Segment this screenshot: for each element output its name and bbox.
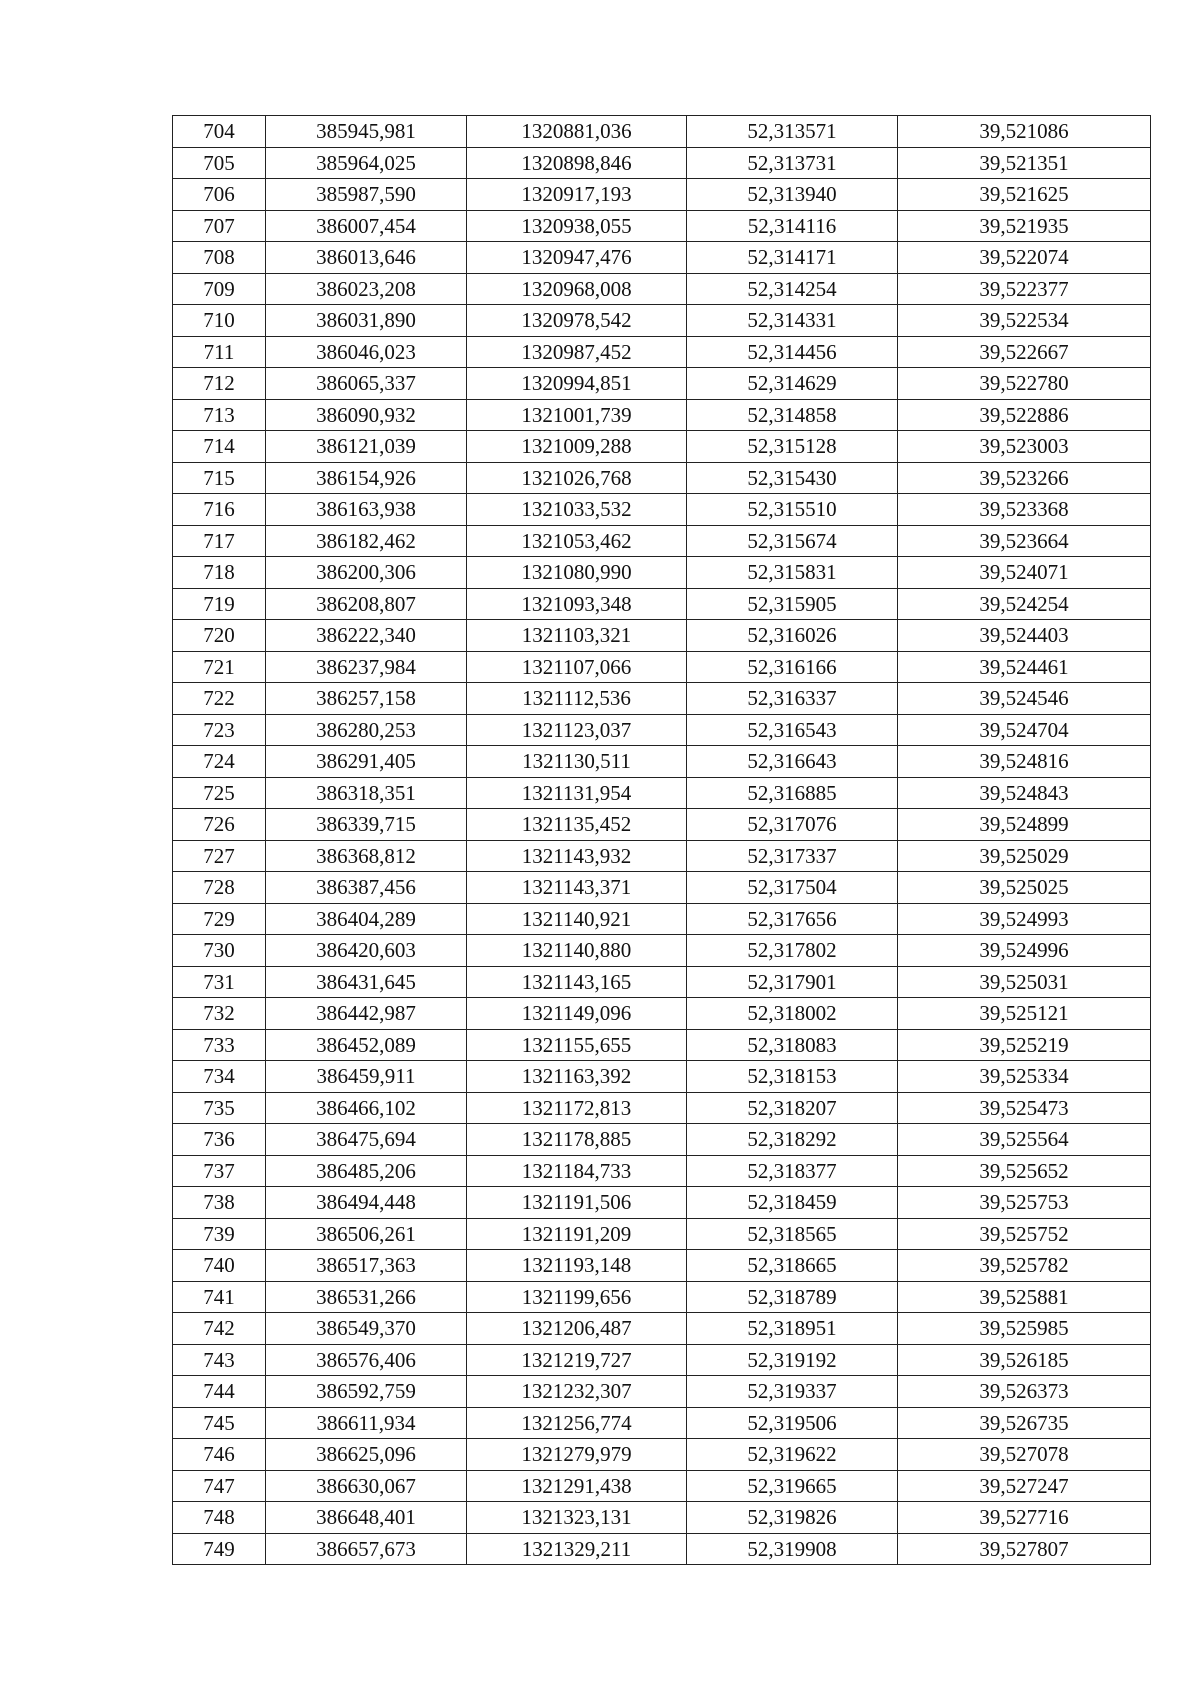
- point-number-cell: 720: [173, 620, 266, 652]
- point-number-cell: 715: [173, 462, 266, 494]
- point-number-cell: 728: [173, 872, 266, 904]
- table-row: [173, 1407, 1151, 1439]
- x-coordinate-cell: 386237,984: [266, 651, 467, 683]
- latitude-cell: 52,318083: [687, 1029, 898, 1061]
- longitude-cell: 39,525025: [898, 872, 1151, 904]
- x-coordinate-cell: 386576,406: [266, 1344, 467, 1376]
- point-number-cell: 733: [173, 1029, 266, 1061]
- point-number-cell: 739: [173, 1218, 266, 1250]
- x-coordinate-cell: 386200,306: [266, 557, 467, 589]
- point-number-cell: 727: [173, 840, 266, 872]
- y-coordinate-cell: 1320978,542: [467, 305, 687, 337]
- coordinates-table-body: [173, 116, 1151, 1565]
- longitude-cell: 39,527247: [898, 1470, 1151, 1502]
- y-coordinate-cell: 1321329,211: [467, 1533, 687, 1565]
- point-number-cell: 732: [173, 998, 266, 1030]
- x-coordinate-cell: 386121,039: [266, 431, 467, 463]
- table-row: [173, 840, 1151, 872]
- point-number-cell: 708: [173, 242, 266, 274]
- y-coordinate-cell: 1321155,655: [467, 1029, 687, 1061]
- table-row: [173, 557, 1151, 589]
- x-coordinate-cell: 386046,023: [266, 336, 467, 368]
- x-coordinate-cell: 386630,067: [266, 1470, 467, 1502]
- longitude-cell: 39,524993: [898, 903, 1151, 935]
- point-number-cell: 707: [173, 210, 266, 242]
- longitude-cell: 39,527807: [898, 1533, 1151, 1565]
- x-coordinate-cell: 386494,448: [266, 1187, 467, 1219]
- table-row: [173, 1218, 1151, 1250]
- longitude-cell: 39,522667: [898, 336, 1151, 368]
- table-row: [173, 588, 1151, 620]
- y-coordinate-cell: 1321191,506: [467, 1187, 687, 1219]
- point-number-cell: 711: [173, 336, 266, 368]
- y-coordinate-cell: 1321130,511: [467, 746, 687, 778]
- y-coordinate-cell: 1321131,954: [467, 777, 687, 809]
- longitude-cell: 39,523003: [898, 431, 1151, 463]
- y-coordinate-cell: 1321001,739: [467, 399, 687, 431]
- latitude-cell: 52,318459: [687, 1187, 898, 1219]
- latitude-cell: 52,313940: [687, 179, 898, 211]
- latitude-cell: 52,313571: [687, 116, 898, 148]
- x-coordinate-cell: 386023,208: [266, 273, 467, 305]
- y-coordinate-cell: 1321206,487: [467, 1313, 687, 1345]
- point-number-cell: 721: [173, 651, 266, 683]
- longitude-cell: 39,521351: [898, 147, 1151, 179]
- point-number-cell: 749: [173, 1533, 266, 1565]
- latitude-cell: 52,317802: [687, 935, 898, 967]
- latitude-cell: 52,315674: [687, 525, 898, 557]
- longitude-cell: 39,525031: [898, 966, 1151, 998]
- y-coordinate-cell: 1321232,307: [467, 1376, 687, 1408]
- table-row: [173, 872, 1151, 904]
- latitude-cell: 52,319826: [687, 1502, 898, 1534]
- y-coordinate-cell: 1321199,656: [467, 1281, 687, 1313]
- x-coordinate-cell: 386280,253: [266, 714, 467, 746]
- y-coordinate-cell: 1321103,321: [467, 620, 687, 652]
- longitude-cell: 39,525334: [898, 1061, 1151, 1093]
- table-row: [173, 399, 1151, 431]
- y-coordinate-cell: 1321107,066: [467, 651, 687, 683]
- table-row: [173, 1155, 1151, 1187]
- latitude-cell: 52,315905: [687, 588, 898, 620]
- y-coordinate-cell: 1321026,768: [467, 462, 687, 494]
- table-row: [173, 1061, 1151, 1093]
- x-coordinate-cell: 386475,694: [266, 1124, 467, 1156]
- x-coordinate-cell: 386592,759: [266, 1376, 467, 1408]
- point-number-cell: 737: [173, 1155, 266, 1187]
- latitude-cell: 52,316166: [687, 651, 898, 683]
- y-coordinate-cell: 1321178,885: [467, 1124, 687, 1156]
- table-row: [173, 1502, 1151, 1534]
- x-coordinate-cell: 386208,807: [266, 588, 467, 620]
- y-coordinate-cell: 1320881,036: [467, 116, 687, 148]
- x-coordinate-cell: 386466,102: [266, 1092, 467, 1124]
- x-coordinate-cell: 386404,289: [266, 903, 467, 935]
- x-coordinate-cell: 385945,981: [266, 116, 467, 148]
- longitude-cell: 39,521086: [898, 116, 1151, 148]
- y-coordinate-cell: 1321149,096: [467, 998, 687, 1030]
- longitude-cell: 39,524843: [898, 777, 1151, 809]
- longitude-cell: 39,524704: [898, 714, 1151, 746]
- x-coordinate-cell: 386459,911: [266, 1061, 467, 1093]
- latitude-cell: 52,318002: [687, 998, 898, 1030]
- coordinates-table: [172, 115, 1151, 1565]
- point-number-cell: 743: [173, 1344, 266, 1376]
- latitude-cell: 52,316885: [687, 777, 898, 809]
- point-number-cell: 726: [173, 809, 266, 841]
- y-coordinate-cell: 1321009,288: [467, 431, 687, 463]
- table-row: [173, 1344, 1151, 1376]
- table-row: [173, 1124, 1151, 1156]
- point-number-cell: 719: [173, 588, 266, 620]
- latitude-cell: 52,316643: [687, 746, 898, 778]
- longitude-cell: 39,523368: [898, 494, 1151, 526]
- latitude-cell: 52,318207: [687, 1092, 898, 1124]
- longitude-cell: 39,521935: [898, 210, 1151, 242]
- longitude-cell: 39,525881: [898, 1281, 1151, 1313]
- y-coordinate-cell: 1321123,037: [467, 714, 687, 746]
- point-number-cell: 738: [173, 1187, 266, 1219]
- x-coordinate-cell: 386531,266: [266, 1281, 467, 1313]
- x-coordinate-cell: 386318,351: [266, 777, 467, 809]
- longitude-cell: 39,525752: [898, 1218, 1151, 1250]
- y-coordinate-cell: 1320898,846: [467, 147, 687, 179]
- y-coordinate-cell: 1321140,921: [467, 903, 687, 935]
- longitude-cell: 39,525985: [898, 1313, 1151, 1345]
- table-row: [173, 1376, 1151, 1408]
- latitude-cell: 52,317901: [687, 966, 898, 998]
- y-coordinate-cell: 1321080,990: [467, 557, 687, 589]
- x-coordinate-cell: 386007,454: [266, 210, 467, 242]
- table-row: [173, 683, 1151, 715]
- point-number-cell: 713: [173, 399, 266, 431]
- latitude-cell: 52,314331: [687, 305, 898, 337]
- point-number-cell: 706: [173, 179, 266, 211]
- x-coordinate-cell: 386625,096: [266, 1439, 467, 1471]
- x-coordinate-cell: 386549,370: [266, 1313, 467, 1345]
- point-number-cell: 735: [173, 1092, 266, 1124]
- point-number-cell: 746: [173, 1439, 266, 1471]
- point-number-cell: 748: [173, 1502, 266, 1534]
- table-row: [173, 462, 1151, 494]
- latitude-cell: 52,316543: [687, 714, 898, 746]
- table-row: [173, 179, 1151, 211]
- point-number-cell: 723: [173, 714, 266, 746]
- table-row: [173, 210, 1151, 242]
- latitude-cell: 52,314171: [687, 242, 898, 274]
- table-row: [173, 620, 1151, 652]
- table-row: [173, 777, 1151, 809]
- x-coordinate-cell: 386517,363: [266, 1250, 467, 1282]
- longitude-cell: 39,525753: [898, 1187, 1151, 1219]
- table-row: [173, 494, 1151, 526]
- x-coordinate-cell: 386420,603: [266, 935, 467, 967]
- point-number-cell: 736: [173, 1124, 266, 1156]
- table-row: [173, 714, 1151, 746]
- table-row: [173, 1092, 1151, 1124]
- table-row: [173, 746, 1151, 778]
- y-coordinate-cell: 1320987,452: [467, 336, 687, 368]
- latitude-cell: 52,319192: [687, 1344, 898, 1376]
- table-row: [173, 242, 1151, 274]
- x-coordinate-cell: 386442,987: [266, 998, 467, 1030]
- point-number-cell: 704: [173, 116, 266, 148]
- y-coordinate-cell: 1321143,165: [467, 966, 687, 998]
- table-row: [173, 368, 1151, 400]
- table-row: [173, 336, 1151, 368]
- y-coordinate-cell: 1321112,536: [467, 683, 687, 715]
- table-row: [173, 966, 1151, 998]
- x-coordinate-cell: 386657,673: [266, 1533, 467, 1565]
- y-coordinate-cell: 1321193,148: [467, 1250, 687, 1282]
- latitude-cell: 52,315831: [687, 557, 898, 589]
- longitude-cell: 39,527078: [898, 1439, 1151, 1471]
- x-coordinate-cell: 386368,812: [266, 840, 467, 872]
- latitude-cell: 52,318565: [687, 1218, 898, 1250]
- point-number-cell: 731: [173, 966, 266, 998]
- y-coordinate-cell: 1320938,055: [467, 210, 687, 242]
- y-coordinate-cell: 1321053,462: [467, 525, 687, 557]
- y-coordinate-cell: 1321291,438: [467, 1470, 687, 1502]
- latitude-cell: 52,317504: [687, 872, 898, 904]
- longitude-cell: 39,526373: [898, 1376, 1151, 1408]
- latitude-cell: 52,315510: [687, 494, 898, 526]
- x-coordinate-cell: 386387,456: [266, 872, 467, 904]
- y-coordinate-cell: 1321184,733: [467, 1155, 687, 1187]
- x-coordinate-cell: 386648,401: [266, 1502, 467, 1534]
- latitude-cell: 52,317656: [687, 903, 898, 935]
- longitude-cell: 39,525564: [898, 1124, 1151, 1156]
- latitude-cell: 52,318377: [687, 1155, 898, 1187]
- latitude-cell: 52,316337: [687, 683, 898, 715]
- y-coordinate-cell: 1321033,532: [467, 494, 687, 526]
- point-number-cell: 714: [173, 431, 266, 463]
- point-number-cell: 744: [173, 1376, 266, 1408]
- y-coordinate-cell: 1321135,452: [467, 809, 687, 841]
- y-coordinate-cell: 1321093,348: [467, 588, 687, 620]
- point-number-cell: 740: [173, 1250, 266, 1282]
- x-coordinate-cell: 386506,261: [266, 1218, 467, 1250]
- table-row: [173, 1281, 1151, 1313]
- longitude-cell: 39,524816: [898, 746, 1151, 778]
- table-row: [173, 1250, 1151, 1282]
- point-number-cell: 741: [173, 1281, 266, 1313]
- table-row: [173, 1187, 1151, 1219]
- table-row: [173, 525, 1151, 557]
- latitude-cell: 52,318665: [687, 1250, 898, 1282]
- x-coordinate-cell: 386339,715: [266, 809, 467, 841]
- longitude-cell: 39,527716: [898, 1502, 1151, 1534]
- longitude-cell: 39,524996: [898, 935, 1151, 967]
- table-row: [173, 1533, 1151, 1565]
- point-number-cell: 712: [173, 368, 266, 400]
- y-coordinate-cell: 1320917,193: [467, 179, 687, 211]
- latitude-cell: 52,318292: [687, 1124, 898, 1156]
- table-row: [173, 305, 1151, 337]
- x-coordinate-cell: 386031,890: [266, 305, 467, 337]
- y-coordinate-cell: 1321279,979: [467, 1439, 687, 1471]
- longitude-cell: 39,523664: [898, 525, 1151, 557]
- x-coordinate-cell: 386065,337: [266, 368, 467, 400]
- latitude-cell: 52,314456: [687, 336, 898, 368]
- x-coordinate-cell: 386163,938: [266, 494, 467, 526]
- latitude-cell: 52,317337: [687, 840, 898, 872]
- point-number-cell: 747: [173, 1470, 266, 1502]
- table-row: [173, 903, 1151, 935]
- longitude-cell: 39,524254: [898, 588, 1151, 620]
- x-coordinate-cell: 386485,206: [266, 1155, 467, 1187]
- latitude-cell: 52,319506: [687, 1407, 898, 1439]
- x-coordinate-cell: 386222,340: [266, 620, 467, 652]
- y-coordinate-cell: 1321140,880: [467, 935, 687, 967]
- table-row: [173, 809, 1151, 841]
- table-row: [173, 1439, 1151, 1471]
- longitude-cell: 39,525219: [898, 1029, 1151, 1061]
- y-coordinate-cell: 1320968,008: [467, 273, 687, 305]
- latitude-cell: 52,319665: [687, 1470, 898, 1502]
- table-row: [173, 998, 1151, 1030]
- latitude-cell: 52,316026: [687, 620, 898, 652]
- x-coordinate-cell: 386257,158: [266, 683, 467, 715]
- y-coordinate-cell: 1321163,392: [467, 1061, 687, 1093]
- point-number-cell: 722: [173, 683, 266, 715]
- table-row: [173, 431, 1151, 463]
- y-coordinate-cell: 1321323,131: [467, 1502, 687, 1534]
- table-row: [173, 1470, 1151, 1502]
- latitude-cell: 52,314858: [687, 399, 898, 431]
- longitude-cell: 39,524403: [898, 620, 1151, 652]
- longitude-cell: 39,521625: [898, 179, 1151, 211]
- y-coordinate-cell: 1321143,371: [467, 872, 687, 904]
- latitude-cell: 52,317076: [687, 809, 898, 841]
- point-number-cell: 717: [173, 525, 266, 557]
- point-number-cell: 742: [173, 1313, 266, 1345]
- longitude-cell: 39,526185: [898, 1344, 1151, 1376]
- latitude-cell: 52,318789: [687, 1281, 898, 1313]
- point-number-cell: 724: [173, 746, 266, 778]
- point-number-cell: 716: [173, 494, 266, 526]
- x-coordinate-cell: 386291,405: [266, 746, 467, 778]
- latitude-cell: 52,314254: [687, 273, 898, 305]
- table-row: [173, 651, 1151, 683]
- y-coordinate-cell: 1321256,774: [467, 1407, 687, 1439]
- x-coordinate-cell: 386182,462: [266, 525, 467, 557]
- longitude-cell: 39,523266: [898, 462, 1151, 494]
- y-coordinate-cell: 1321219,727: [467, 1344, 687, 1376]
- y-coordinate-cell: 1321191,209: [467, 1218, 687, 1250]
- y-coordinate-cell: 1320994,851: [467, 368, 687, 400]
- point-number-cell: 709: [173, 273, 266, 305]
- latitude-cell: 52,315430: [687, 462, 898, 494]
- longitude-cell: 39,525652: [898, 1155, 1151, 1187]
- table-row: [173, 1313, 1151, 1345]
- x-coordinate-cell: 386154,926: [266, 462, 467, 494]
- point-number-cell: 705: [173, 147, 266, 179]
- table-row: [173, 935, 1151, 967]
- latitude-cell: 52,314116: [687, 210, 898, 242]
- latitude-cell: 52,313731: [687, 147, 898, 179]
- table-row: [173, 273, 1151, 305]
- point-number-cell: 729: [173, 903, 266, 935]
- longitude-cell: 39,522780: [898, 368, 1151, 400]
- table-row: [173, 116, 1151, 148]
- point-number-cell: 734: [173, 1061, 266, 1093]
- latitude-cell: 52,319908: [687, 1533, 898, 1565]
- y-coordinate-cell: 1321172,813: [467, 1092, 687, 1124]
- longitude-cell: 39,522886: [898, 399, 1151, 431]
- longitude-cell: 39,522074: [898, 242, 1151, 274]
- x-coordinate-cell: 386431,645: [266, 966, 467, 998]
- point-number-cell: 718: [173, 557, 266, 589]
- latitude-cell: 52,318951: [687, 1313, 898, 1345]
- y-coordinate-cell: 1320947,476: [467, 242, 687, 274]
- longitude-cell: 39,524899: [898, 809, 1151, 841]
- latitude-cell: 52,318153: [687, 1061, 898, 1093]
- x-coordinate-cell: 385964,025: [266, 147, 467, 179]
- longitude-cell: 39,524546: [898, 683, 1151, 715]
- point-number-cell: 745: [173, 1407, 266, 1439]
- point-number-cell: 725: [173, 777, 266, 809]
- longitude-cell: 39,522377: [898, 273, 1151, 305]
- table-row: [173, 1029, 1151, 1061]
- point-number-cell: 730: [173, 935, 266, 967]
- table-row: [173, 147, 1151, 179]
- latitude-cell: 52,314629: [687, 368, 898, 400]
- point-number-cell: 710: [173, 305, 266, 337]
- longitude-cell: 39,524461: [898, 651, 1151, 683]
- longitude-cell: 39,525782: [898, 1250, 1151, 1282]
- x-coordinate-cell: 386090,932: [266, 399, 467, 431]
- longitude-cell: 39,526735: [898, 1407, 1151, 1439]
- longitude-cell: 39,525121: [898, 998, 1151, 1030]
- x-coordinate-cell: 386013,646: [266, 242, 467, 274]
- longitude-cell: 39,525029: [898, 840, 1151, 872]
- latitude-cell: 52,319337: [687, 1376, 898, 1408]
- latitude-cell: 52,319622: [687, 1439, 898, 1471]
- longitude-cell: 39,524071: [898, 557, 1151, 589]
- longitude-cell: 39,522534: [898, 305, 1151, 337]
- x-coordinate-cell: 385987,590: [266, 179, 467, 211]
- longitude-cell: 39,525473: [898, 1092, 1151, 1124]
- y-coordinate-cell: 1321143,932: [467, 840, 687, 872]
- latitude-cell: 52,315128: [687, 431, 898, 463]
- x-coordinate-cell: 386452,089: [266, 1029, 467, 1061]
- x-coordinate-cell: 386611,934: [266, 1407, 467, 1439]
